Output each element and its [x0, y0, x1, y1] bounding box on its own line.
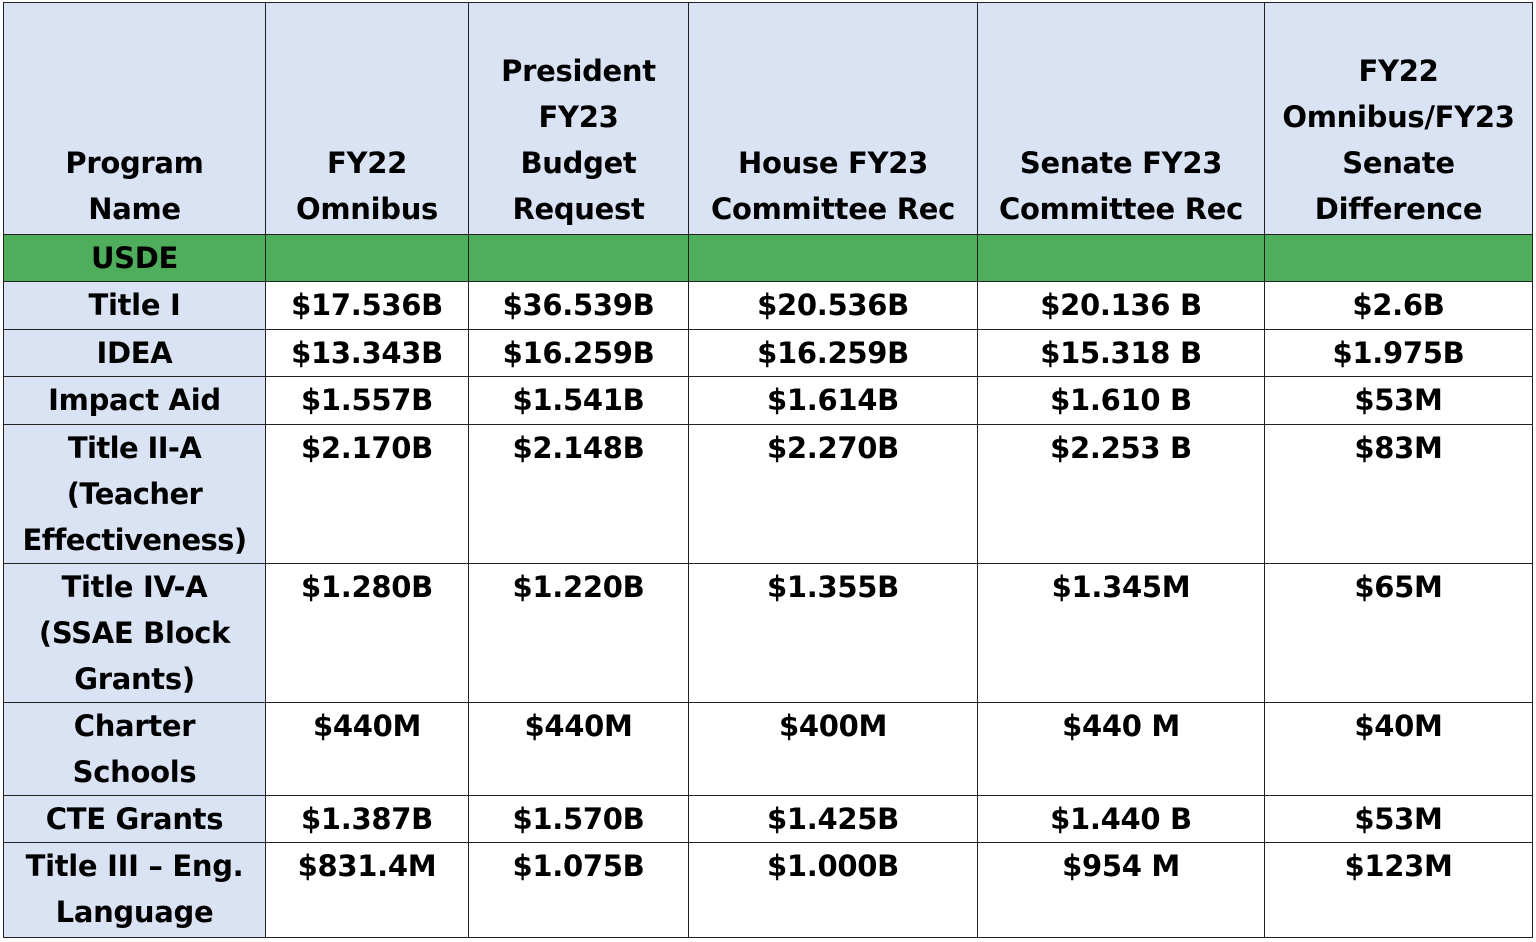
senate-fy23-cell: $1.440 B: [978, 796, 1265, 843]
section-empty-cell: [469, 235, 689, 282]
senate-fy23-cell: $1.345M: [978, 564, 1265, 703]
fy22-omnibus-cell: $440M: [266, 703, 469, 796]
house-fy23-cell: $1.000B: [689, 843, 978, 938]
program-name-cell: Impact Aid: [4, 377, 266, 425]
table-row: [4, 330, 1533, 377]
header-program-name: Program Name: [4, 3, 266, 235]
header-fy22-omnibus: FY22 Omnibus: [266, 3, 469, 235]
house-fy23-cell: $1.355B: [689, 564, 978, 703]
section-empty-cell: [266, 235, 469, 282]
house-fy23-cell: $1.614B: [689, 377, 978, 425]
fy22-omnibus-cell: $831.4M: [266, 843, 469, 938]
fy22-omnibus-cell: $1.280B: [266, 564, 469, 703]
table-row: [4, 564, 1533, 703]
house-fy23-cell: $20.536B: [689, 282, 978, 330]
section-row-usde: [4, 235, 1533, 282]
fy22-omnibus-cell: $2.170B: [266, 425, 469, 564]
president-fy23-cell: $1.541B: [469, 377, 689, 425]
difference-cell: $83M: [1265, 425, 1533, 564]
house-fy23-cell: $16.259B: [689, 330, 978, 377]
senate-fy23-cell: $440 M: [978, 703, 1265, 796]
difference-cell: $40M: [1265, 703, 1533, 796]
table-row: [4, 377, 1533, 425]
difference-cell: $2.6B: [1265, 282, 1533, 330]
header-senate-fy23: Senate FY23 Committee Rec: [978, 3, 1265, 235]
difference-cell: $65M: [1265, 564, 1533, 703]
president-fy23-cell: $440M: [469, 703, 689, 796]
senate-fy23-cell: $2.253 B: [978, 425, 1265, 564]
house-fy23-cell: $1.425B: [689, 796, 978, 843]
program-name-cell: Charter Schools: [4, 703, 266, 796]
president-fy23-cell: $36.539B: [469, 282, 689, 330]
table-row: [4, 425, 1533, 564]
senate-fy23-cell: $15.318 B: [978, 330, 1265, 377]
president-fy23-cell: $1.570B: [469, 796, 689, 843]
difference-cell: $53M: [1265, 796, 1533, 843]
president-fy23-cell: $1.220B: [469, 564, 689, 703]
section-empty-cell: [1265, 235, 1533, 282]
section-empty-cell: [689, 235, 978, 282]
president-fy23-cell: $2.148B: [469, 425, 689, 564]
section-empty-cell: [978, 235, 1265, 282]
header-difference: FY22 Omnibus/FY23 Senate Difference: [1265, 3, 1533, 235]
difference-cell: $53M: [1265, 377, 1533, 425]
fy22-omnibus-cell: $13.343B: [266, 330, 469, 377]
header-house-fy23: House FY23 Committee Rec: [689, 3, 978, 235]
house-fy23-cell: $400M: [689, 703, 978, 796]
table-row: [4, 796, 1533, 843]
difference-cell: $123M: [1265, 843, 1533, 938]
senate-fy23-cell: $954 M: [978, 843, 1265, 938]
difference-cell: $1.975B: [1265, 330, 1533, 377]
program-name-cell: Title III – Eng. Language: [4, 843, 266, 938]
table-row: [4, 703, 1533, 796]
header-president-fy23: President FY23 Budget Request: [469, 3, 689, 235]
fy22-omnibus-cell: $17.536B: [266, 282, 469, 330]
program-name-cell: IDEA: [4, 330, 266, 377]
fy22-omnibus-cell: $1.557B: [266, 377, 469, 425]
section-label: USDE: [4, 235, 266, 282]
program-name-cell: Title IV-A (SSAE Block Grants): [4, 564, 266, 703]
fy22-omnibus-cell: $1.387B: [266, 796, 469, 843]
program-name-cell: Title I: [4, 282, 266, 330]
house-fy23-cell: $2.270B: [689, 425, 978, 564]
budget-table: [3, 2, 1533, 938]
table-row: [4, 282, 1533, 330]
president-fy23-cell: $1.075B: [469, 843, 689, 938]
senate-fy23-cell: $1.610 B: [978, 377, 1265, 425]
table-row: [4, 843, 1533, 938]
senate-fy23-cell: $20.136 B: [978, 282, 1265, 330]
program-name-cell: CTE Grants: [4, 796, 266, 843]
president-fy23-cell: $16.259B: [469, 330, 689, 377]
program-name-cell: Title II-A (Teacher Effectiveness): [4, 425, 266, 564]
header-row: [4, 3, 1533, 235]
